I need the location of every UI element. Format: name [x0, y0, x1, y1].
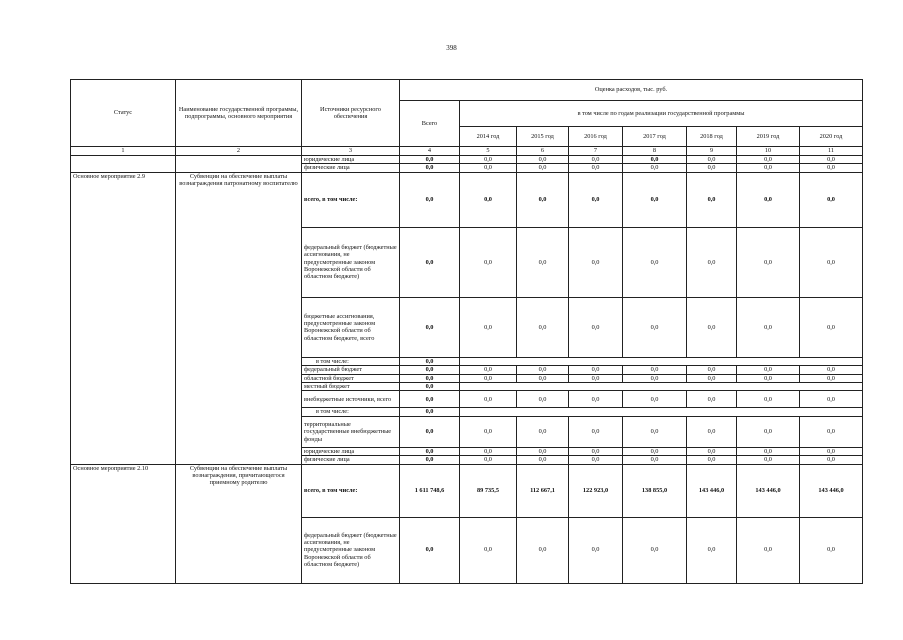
source-cell: юридические лица [302, 447, 400, 455]
value-cell: 0,0 [687, 156, 737, 164]
value-cell: 0,0 [517, 447, 569, 455]
value-cell: 0,0 [687, 374, 737, 382]
header-year: 2015 год [517, 127, 569, 147]
value-cell: 0,0 [687, 366, 737, 374]
value-cell: 0,0 [517, 366, 569, 374]
value-cell: 0,0 [800, 297, 863, 357]
value-cell: 0,0 [400, 408, 460, 416]
value-cell: 0,0 [687, 227, 737, 297]
value-cell: 0,0 [517, 164, 569, 172]
value-cell: 0,0 [623, 374, 687, 382]
value-cell: 0,0 [800, 172, 863, 227]
col-number: 4 [400, 147, 460, 156]
value-cell: 0,0 [800, 391, 863, 408]
source-cell: федеральный бюджет (бюджетные ассигнования, не предусмотренные законом Воронежской области об областном бюджете) [302, 227, 400, 297]
header-status: Статус [71, 80, 176, 147]
value-cell: 0,0 [687, 447, 737, 455]
table-row [71, 172, 863, 227]
source-cell: федеральный бюджет (бюджетные ассигнования, не предусмотренные законом Воронежской области об областном бюджете) [302, 517, 400, 583]
value-cell: 0,0 [569, 156, 623, 164]
source-cell: территориальные государственные внебюджетные фонды [302, 416, 400, 447]
value-cell: 0,0 [517, 416, 569, 447]
status-cell [71, 156, 176, 173]
value-cell: 138 855,0 [623, 464, 687, 517]
value-cell: 0,0 [569, 374, 623, 382]
value-cell: 0,0 [400, 456, 460, 464]
value-cell: 143 446,0 [687, 464, 737, 517]
value-cell: 0,0 [737, 227, 800, 297]
value-cell: 0,0 [800, 517, 863, 583]
header-year: 2020 год [800, 127, 863, 147]
name-cell: Субвенции на обеспечение выплаты вознаграждения патронатному воспитателю [176, 172, 302, 464]
value-cell: 0,0 [460, 297, 517, 357]
value-cell: 0,0 [623, 366, 687, 374]
col-number: 5 [460, 147, 517, 156]
value-cell: 0,0 [517, 297, 569, 357]
value-cell: 0,0 [517, 227, 569, 297]
value-cell: 0,0 [623, 517, 687, 583]
col-number: 1 [71, 147, 176, 156]
value-cell: 0,0 [687, 391, 737, 408]
value-cell: 0,0 [400, 447, 460, 455]
value-cell: 0,0 [800, 366, 863, 374]
header-year: 2019 год [737, 127, 800, 147]
value-cell: 0,0 [687, 456, 737, 464]
value-cell: 0,0 [460, 172, 517, 227]
value-cell: 0,0 [687, 416, 737, 447]
source-cell: областной бюджет [302, 374, 400, 382]
value-cell: 0,0 [569, 164, 623, 172]
value-cell: 0,0 [737, 297, 800, 357]
value-cell: 0,0 [737, 172, 800, 227]
value-cell: 0,0 [737, 447, 800, 455]
value-cell: 0,0 [800, 227, 863, 297]
value-cell: 0,0 [687, 164, 737, 172]
value-cell: 0,0 [517, 374, 569, 382]
value-cell: 0,0 [800, 156, 863, 164]
value-cell: 0,0 [517, 172, 569, 227]
value-cell: 0,0 [737, 156, 800, 164]
value-cell: 0,0 [800, 374, 863, 382]
header-sources: Источники ресурсного обеспечения [302, 80, 400, 147]
value-cell: 0,0 [800, 164, 863, 172]
value-cell: 0,0 [569, 297, 623, 357]
value-cell: 0,0 [687, 517, 737, 583]
value-cell: 0,0 [623, 297, 687, 357]
col-number: 6 [517, 147, 569, 156]
value-cell: 143 446,0 [800, 464, 863, 517]
value-cell: 89 735,5 [460, 464, 517, 517]
value-cell: 0,0 [400, 156, 460, 164]
name-cell: Субвенции на обеспечение выплаты вознаграждения, причитающегося приемному родителю [176, 464, 302, 583]
header-year: 2017 год [623, 127, 687, 147]
value-cell: 0,0 [687, 172, 737, 227]
value-cell: 0,0 [460, 374, 517, 382]
value-cell: 122 923,0 [569, 464, 623, 517]
col-number: 7 [569, 147, 623, 156]
value-cell: 0,0 [623, 456, 687, 464]
value-cell: 0,0 [517, 391, 569, 408]
header-year: 2018 год [687, 127, 737, 147]
status-cell: Основное мероприятие 2.10 [71, 464, 176, 583]
value-cell: 0,0 [460, 447, 517, 455]
value-cell: 0,0 [400, 517, 460, 583]
value-cell: 0,0 [737, 416, 800, 447]
value-cell: 0,0 [517, 517, 569, 583]
source-cell: бюджетные ассигнования, предусмотренные законом Воронежской области об областном бюджете, всего [302, 297, 400, 357]
value-cell: 0,0 [569, 517, 623, 583]
col-number: 11 [800, 147, 863, 156]
col-number: 9 [687, 147, 737, 156]
source-cell: юридические лица [302, 156, 400, 164]
source-cell: физические лица [302, 456, 400, 464]
value-cell: 0,0 [737, 517, 800, 583]
header-total: Всего [400, 101, 460, 147]
value-cell: 0,0 [623, 164, 687, 172]
empty-cell [460, 357, 863, 365]
value-cell: 0,0 [517, 456, 569, 464]
value-cell: 0,0 [460, 391, 517, 408]
value-cell: 0,0 [569, 456, 623, 464]
source-cell: в том числе: [302, 357, 400, 365]
col-number: 3 [302, 147, 400, 156]
value-cell: 0,0 [623, 447, 687, 455]
source-cell: местный бюджет [302, 383, 400, 391]
source-cell: всего, в том числе: [302, 464, 400, 517]
value-cell: 0,0 [460, 156, 517, 164]
value-cell: 0,0 [687, 297, 737, 357]
value-cell: 0,0 [400, 383, 460, 391]
value-cell: 0,0 [400, 416, 460, 447]
source-cell: физические лица [302, 164, 400, 172]
source-cell: внебюджетные источники, всего [302, 391, 400, 408]
value-cell: 0,0 [737, 366, 800, 374]
value-cell: 0,0 [623, 416, 687, 447]
source-cell: федеральный бюджет [302, 366, 400, 374]
source-cell: в том числе: [302, 408, 400, 416]
col-number: 10 [737, 147, 800, 156]
value-cell: 0,0 [623, 391, 687, 408]
value-cell: 0,0 [400, 357, 460, 365]
value-cell: 0,0 [800, 456, 863, 464]
value-cell: 0,0 [400, 172, 460, 227]
value-cell: 0,0 [737, 164, 800, 172]
value-cell: 0,0 [737, 391, 800, 408]
value-cell: 0,0 [400, 227, 460, 297]
value-cell: 0,0 [737, 456, 800, 464]
table-row [71, 156, 863, 164]
value-cell: 0,0 [517, 156, 569, 164]
value-cell: 0,0 [460, 517, 517, 583]
table-row [71, 464, 863, 517]
expenses-table [70, 79, 863, 584]
empty-cell [460, 383, 863, 391]
header-name: Наименование государственной программы, подпрограммы, основного мероприятия [176, 80, 302, 147]
header-by-years: в том числе по годам реализации государственной программы [460, 101, 863, 127]
value-cell: 0,0 [400, 366, 460, 374]
col-number: 8 [623, 147, 687, 156]
value-cell: 0,0 [569, 416, 623, 447]
value-cell: 0,0 [400, 391, 460, 408]
page-number: 398 [446, 44, 457, 52]
header-year: 2014 год [460, 127, 517, 147]
value-cell: 0,0 [737, 374, 800, 382]
value-cell: 0,0 [623, 172, 687, 227]
value-cell: 0,0 [460, 366, 517, 374]
value-cell: 112 667,1 [517, 464, 569, 517]
value-cell: 0,0 [460, 164, 517, 172]
value-cell: 143 446,0 [737, 464, 800, 517]
value-cell: 0,0 [569, 172, 623, 227]
value-cell: 0,0 [623, 227, 687, 297]
value-cell: 0,0 [400, 164, 460, 172]
value-cell: 0,0 [569, 391, 623, 408]
value-cell: 0,0 [569, 447, 623, 455]
header-estimate: Оценка расходов, тыс. руб. [400, 80, 863, 101]
value-cell: 0,0 [460, 227, 517, 297]
name-cell [176, 156, 302, 173]
status-cell: Основное мероприятие 2.9 [71, 172, 176, 464]
header-year: 2016 год [569, 127, 623, 147]
col-number: 2 [176, 147, 302, 156]
value-cell: 0,0 [623, 156, 687, 164]
value-cell: 0,0 [800, 416, 863, 447]
empty-cell [460, 408, 863, 416]
value-cell: 0,0 [460, 416, 517, 447]
value-cell: 0,0 [800, 447, 863, 455]
value-cell: 0,0 [400, 374, 460, 382]
value-cell: 0,0 [569, 227, 623, 297]
value-cell: 1 611 748,6 [400, 464, 460, 517]
value-cell: 0,0 [569, 366, 623, 374]
source-cell: всего, в том числе: [302, 172, 400, 227]
value-cell: 0,0 [400, 297, 460, 357]
value-cell: 0,0 [460, 456, 517, 464]
